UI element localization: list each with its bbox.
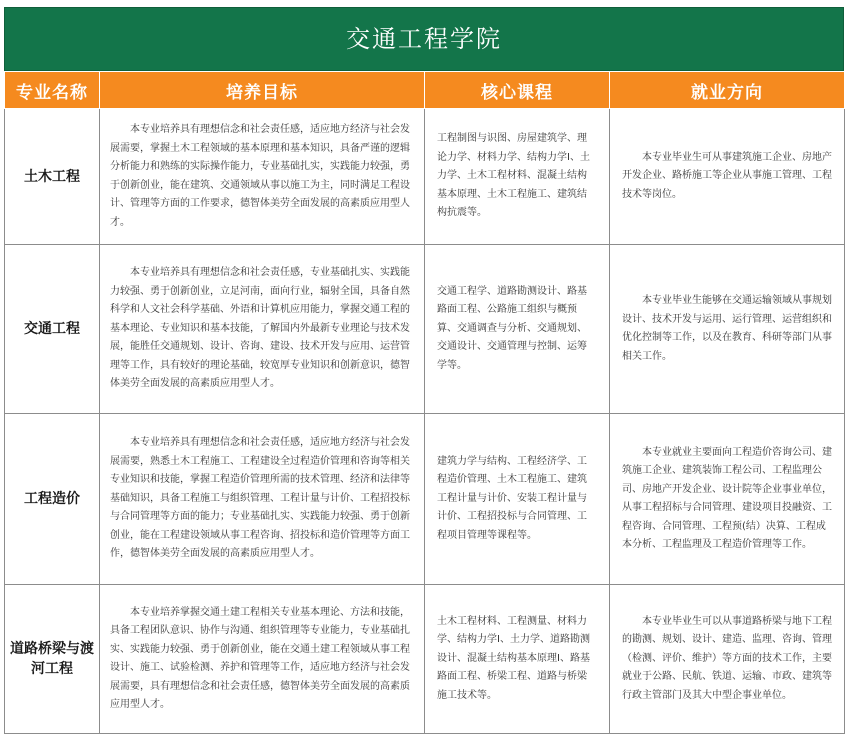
career-direction: 本专业毕业生能够在交通运输领域从事规划设计、技术开发与运用、运行管理、运营组织和优化控制等工作，以及在教育、科研等部门从事相关工作。 [610,245,845,414]
core-courses: 交通工程学、道路勘测设计、路基路面工程、公路施工组织与概预算、交通调查与分析、交通规划、交通设计、交通管理与控制、运筹学等。 [425,245,610,414]
table-row [5,109,845,245]
training-goal: 本专业培养掌握交通土建工程相关专业基本理论、方法和技能，具备工程团队意识、协作与沟通、组织管理等专业能力，专业基础扎实、实践能力较强、勇于创新创业，能在交通土建工程领域从事工程设计、施工、试验检测、养护和管理等工作，适应地方经济与社会发展需要，具有理想信念和社会责任感，德智体美劳全面发展的高素质应用型人才。 [100,585,425,734]
page-title: 交通工程学院 [4,4,844,71]
header-training-goal: 培养目标 [100,72,425,109]
core-courses: 土木工程材料、工程测量、材料力学、结构力学Ⅰ、土力学、道路勘测设计、混凝土结构基本原理Ⅰ、路基路面工程、桥梁工程、道路与桥梁施工技术等。 [425,585,610,734]
header-core-courses: 核心课程 [425,72,610,109]
header-major-name: 专业名称 [5,72,100,109]
major-name: 交通工程 [5,245,100,414]
training-goal: 本专业培养具有理想信念和社会责任感，专业基础扎实、实践能力较强、勇于创新创业，立足河南，面向行业，辐射全国，具备自然科学和人文社会科学基础、外语和计算机应用能力，掌握交通工程的基本理论、专业知识和基本技能，了解国内外最新专业理论与技术发展，能胜任交通规划、设计、咨询、建设、技术开发与应用、运营管理等工作，具有较好的理论基础，较宽厚专业知识和创新意识，德智体美劳全面发展的高素质应用型人才。 [100,245,425,414]
table-row [5,414,845,585]
table-row [5,245,845,414]
major-name: 工程造价 [5,414,100,585]
major-name: 道路桥梁与渡河工程 [5,585,100,734]
core-courses: 建筑力学与结构、工程经济学、工程造价管理、土木工程施工、建筑工程计量与计价、安装工程计量与计价、工程招投标与合同管理、工程项目管理等课程等。 [425,414,610,585]
table-row [5,585,845,734]
career-direction: 本专业就业主要面向工程造价咨询公司、建筑施工企业、建筑装饰工程公司、工程监理公司、房地产开发企业、设计院等企业事业单位，从事工程招标与合同管理、建设项目投融资、工程咨询、合同管理、工程预(结）决算、工程成本分析、工程监理及工程造价管理等工作。 [610,414,845,585]
career-direction: 本专业毕业生可从事建筑施工企业、房地产开发企业、路桥施工等企业从事施工管理、工程技术等岗位。 [610,109,845,245]
major-name: 土木工程 [5,109,100,245]
core-courses: 工程制图与识图、房屋建筑学、理论力学、材料力学、结构力学Ⅰ、土力学、土木工程材料、混凝土结构基本原理、土木工程施工、建筑结构抗震等。 [425,109,610,245]
training-goal: 本专业培养具有理想信念和社会责任感，适应地方经济与社会发展需要，熟悉土木工程施工、工程建设全过程造价管理和咨询等相关专业知识和技能，掌握工程造价管理所需的技术管理、经济和法律等基础知识，具备工程施工与组织管理、工程计量与计价、工程招投标与合同管理等方面的能力；专业基础扎实、实践能力较强、勇于创新创业，能在工程建设领域从事工程咨询、招投标和造价管理等方面工作，德智体美劳全面发展的高素质应用型人才。 [100,414,425,585]
majors-table [4,71,845,734]
training-goal: 本专业培养具有理想信念和社会责任感，适应地方经济与社会发展需要，掌握土木工程领域的基本原理和基本知识，具备严谨的逻辑分析能力和熟练的实际操作能力，专业基础扎实，实践能力较强，勇于创新创业，能在建筑、交通领域从事以施工为主，同时满足工程设计、管理等方面的工作要求，德智体美劳全面发展的高素质应用型人才。 [100,109,425,245]
page [4,4,844,724]
header-career-direction: 就业方向 [610,72,845,109]
career-direction: 本专业毕业生可以从事道路桥梁与地下工程的勘测、规划、设计、建造、监理、咨询、管理（检测、评价、维护）等方面的技术工作，主要就业于公路、民航、铁道、运输、市政、建筑等行政主管部门及其大中型企事业单位。 [610,585,845,734]
table-header-row [5,72,845,109]
